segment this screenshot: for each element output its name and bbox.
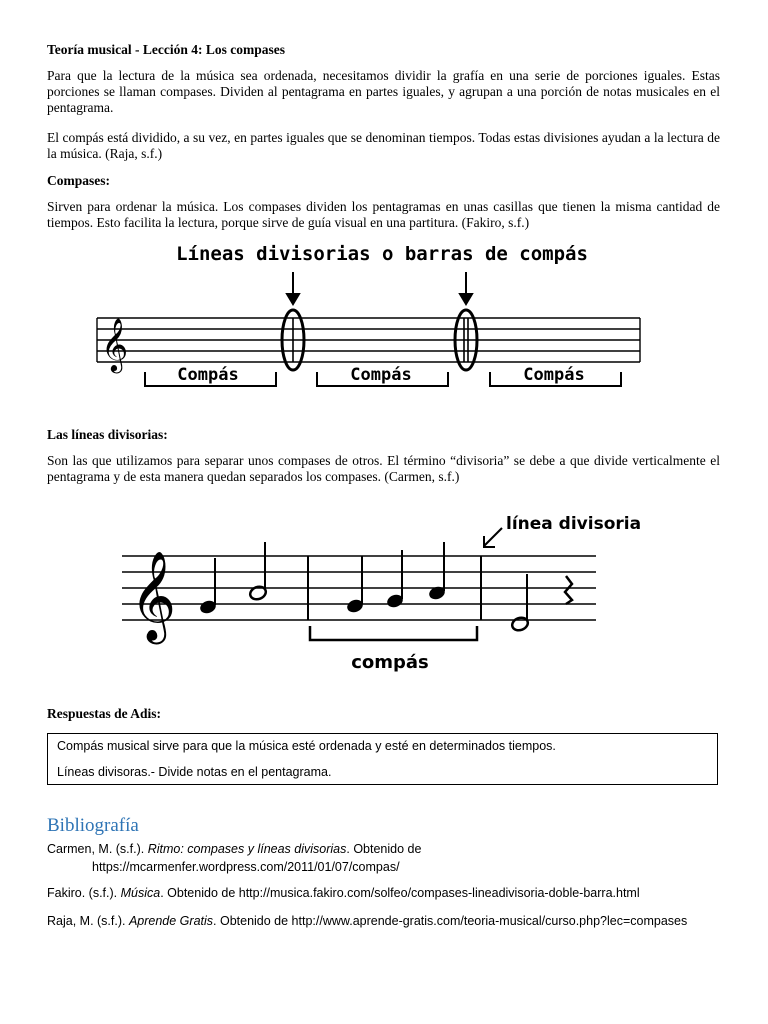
reference-raja: [47, 912, 737, 930]
respuestas-heading: Respuestas de Adis:: [47, 706, 162, 721]
intro-paragraph-2: El compás está dividido, a su vez, en partes iguales que se denominan tiempos. Todas estas divisiones ayudan a la lectura de la música. (Raja, s.f.): [47, 130, 720, 161]
reference-author: Carmen, M. (s.f.).: [47, 842, 148, 856]
reference-rest: . Obtenido de http://musica.fakiro.com/solfeo/compases-lineadivisoria-doble-barra.html: [160, 886, 640, 900]
reference-work: Música: [120, 886, 161, 900]
arrow-icon: [484, 528, 502, 547]
quarter-note: [385, 550, 404, 609]
quarter-rest-icon: [565, 576, 572, 604]
reference-work: Ritmo: compases y líneas divisorias: [147, 842, 347, 856]
treble-clef-icon: 𝄞: [101, 317, 129, 371]
half-note: [510, 574, 529, 632]
measure-label-3: Compás: [523, 365, 585, 385]
reference-author: Fakiro. (s.f.).: [47, 886, 121, 900]
staff-lines: [97, 318, 640, 362]
reference-work: Aprende Gratis: [128, 914, 214, 928]
answer-compas: Compás musical sirve para que la música esté ordenada y esté en determinados tiempos.: [57, 739, 556, 753]
reference-author: Raja, M. (s.f.).: [47, 914, 129, 928]
bibliografia-heading: Bibliografía: [47, 815, 139, 836]
reference-rest: . Obtenido de http://www.aprende-gratis.com/teoria-musical/curso.php?lec=compases: [213, 914, 688, 928]
compases-heading: Compases:: [47, 173, 110, 188]
figure-barras-de-compas: [0, 236, 768, 406]
divisoria-annotation: línea divisoria: [506, 514, 642, 534]
intro-paragraph-1: Para que la lectura de la música sea ordenada, necesitamos dividir la grafía en una serie de porciones iguales. Estas porciones se llaman compases. Dividen al pentagrama en partes iguales, y agrupan a una porción de notas musicales en el pentagrama.: [47, 68, 720, 115]
measure-bracket: [310, 626, 477, 640]
answers-box: [47, 733, 718, 785]
figure1-title: Líneas divisorias o barras de compás: [176, 243, 588, 265]
document-title: Teoría musical - Lección 4: Los compases: [47, 42, 285, 57]
measure-label: compás: [351, 652, 429, 673]
reference-url[interactable]: https://mcarmenfer.wordpress.com/2011/01/07/compas/: [92, 860, 400, 874]
measure-label-1: Compás: [177, 365, 239, 385]
arrow-icon: [287, 272, 299, 304]
quarter-note: [345, 556, 364, 614]
quarter-note: [198, 558, 217, 615]
reference-rest: . Obtenido de: [346, 842, 422, 856]
arrow-icon: [460, 272, 472, 304]
lineas-paragraph: Son las que utilizamos para separar unos compases de otros. El término “divisoria” se debe a que divide verticalmente el pentagrama y de esta manera quedan separados los compases. (Carmen, s.f.): [47, 453, 720, 484]
reference-fakiro: [47, 884, 737, 902]
treble-clef-icon: 𝄞: [130, 551, 177, 641]
measure-label-2: Compás: [350, 365, 412, 385]
reference-carmen: [47, 840, 737, 876]
compases-paragraph: Sirven para ordenar la música. Los compases dividen los pentagramas en unas casillas que tienen la misma cantidad de tiempos. Esto facilita la lectura, porque sirve de guía visual en una partitura. (Fakiro, s.f.): [47, 199, 720, 230]
answer-lineas: Líneas divisoras.- Divide notas en el pentagrama.: [57, 765, 332, 779]
figure-linea-divisoria: [0, 500, 768, 680]
lineas-heading: Las líneas divisorias:: [47, 427, 168, 442]
